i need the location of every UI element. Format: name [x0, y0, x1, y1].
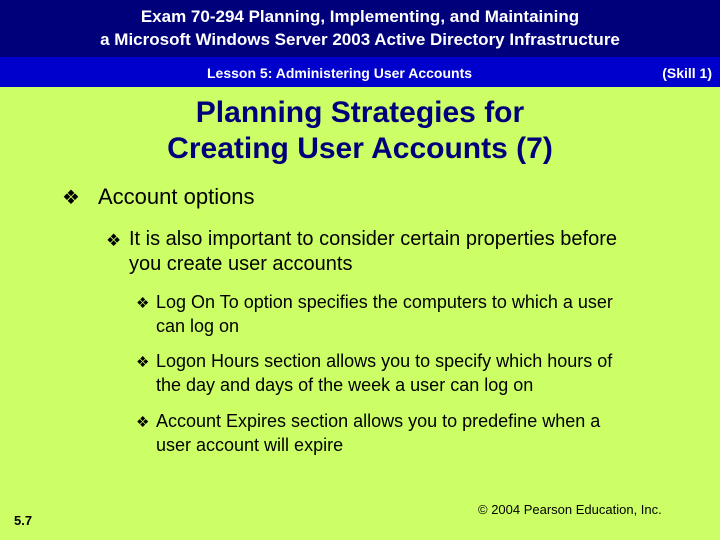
diamond-bullet-icon: ❖ [136, 295, 150, 312]
bullet-text [136, 290, 696, 338]
diamond-bullet-icon: ❖ [136, 414, 150, 431]
bullet-text [136, 409, 696, 457]
copyright-notice: © 2004 Pearson Education, Inc. [478, 502, 662, 517]
bullet-text: Account options [98, 184, 255, 209]
slide-number: 5.7 [14, 513, 33, 528]
bullet-text-line2: the day and days of the week a user can log on [156, 375, 534, 395]
slide-title-line2: Creating User Accounts (7) [167, 132, 553, 165]
slide-title-line1: Planning Strategies for [195, 96, 525, 129]
bullet-text-line2: can log on [156, 316, 240, 336]
bullet-consider-properties [106, 227, 686, 277]
bullet-text-line1: Logon Hours section allows you to specify which hours of [156, 351, 613, 371]
course-title-line2: a Microsoft Windows Server 2003 Active Directory Infrastructure [100, 30, 620, 49]
bullet-text-line2: you create user accounts [129, 253, 353, 275]
diamond-bullet-icon: ❖ [62, 187, 80, 209]
bullet-logon-hours [136, 349, 696, 397]
bullet-text-line2: user account will expire [156, 435, 344, 455]
lesson-label: Lesson 5: Administering User Accounts [207, 65, 473, 81]
course-title [0, 5, 720, 51]
skill-label: (Skill 1) [662, 65, 712, 81]
bullet-text [106, 227, 686, 277]
course-title-line1: Exam 70-294 Planning, Implementing, and Maintaining [140, 7, 580, 26]
bullet-text [136, 349, 696, 397]
slide-title [0, 95, 720, 167]
bullet-account-expires [136, 409, 696, 457]
bullet-account-options [62, 183, 682, 211]
diamond-bullet-icon: ❖ [136, 354, 150, 371]
bullet-log-on-to [136, 290, 696, 338]
diamond-bullet-icon: ❖ [106, 231, 122, 250]
bullet-text-line1: Log On To option specifies the computers to which a user [156, 292, 613, 312]
bullet-text-line1: Account Expires section allows you to predefine when a [156, 411, 601, 431]
bullet-text-line1: It is also important to consider certain properties before [129, 228, 618, 250]
